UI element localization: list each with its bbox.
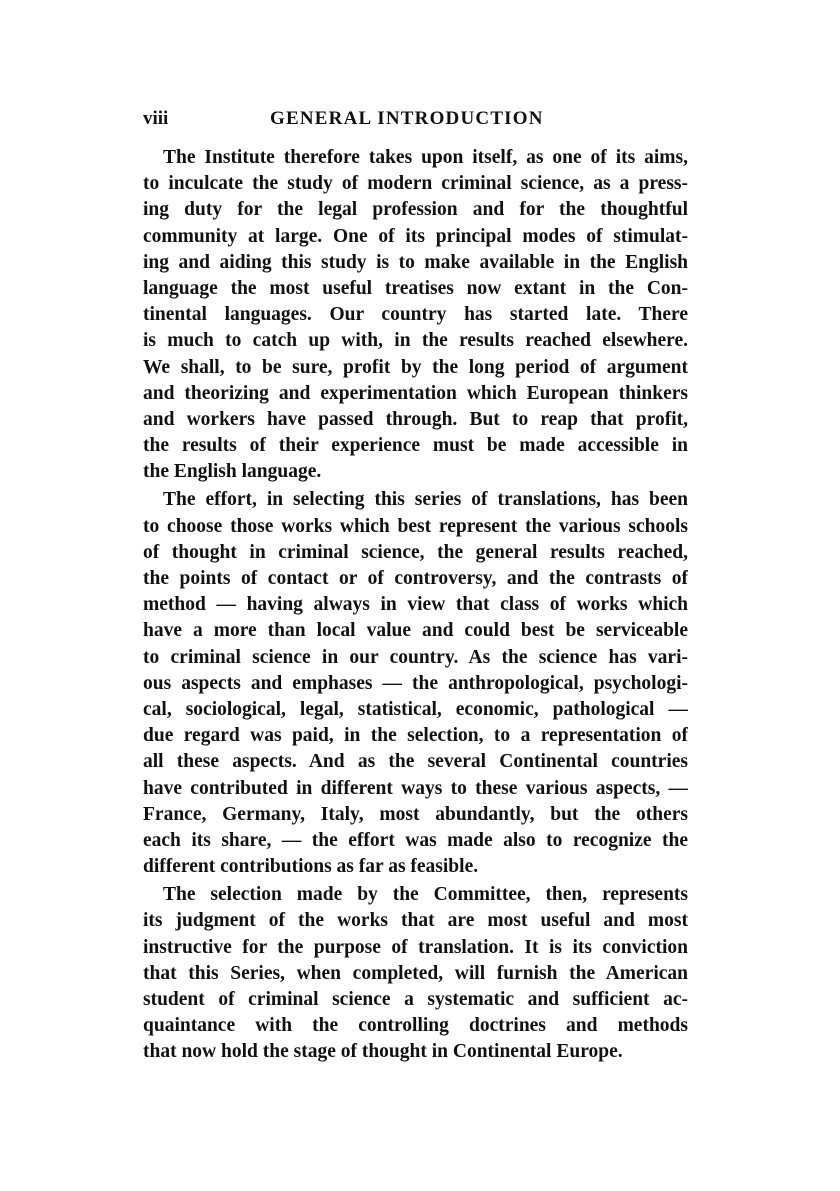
text-line: and theorizing and experimentation which European thinkers — [143, 382, 688, 404]
text-line: the results of their experience must be made accessible in — [143, 435, 688, 457]
text-line: is much to catch up with, in the results reached elsewhere. — [143, 330, 688, 352]
text-line: different contributions as far as feasible. — [143, 856, 479, 878]
body-text — [143, 145, 688, 1066]
paragraph — [143, 882, 688, 1065]
page-number: viii — [143, 108, 169, 129]
text-line: We shall, to be sure, profit by the long period of argument — [143, 356, 688, 378]
text-line: have a more than local value and could best be serviceable — [143, 620, 688, 642]
text-line: the points of contact or of controversy, and the contrasts of — [143, 568, 688, 589]
text-line: France, Germany, Italy, most abundantly, but the others — [143, 803, 688, 825]
text-line: that this Series, when completed, will furnish the American — [143, 962, 688, 984]
text-line: to criminal science in our country. As the science has vari- — [143, 646, 688, 668]
text-line: language the most useful treatises now extant in the Con- — [143, 277, 688, 299]
text-line: The Institute therefore takes upon itself, as one of its aims, — [163, 147, 688, 168]
text-line: and workers have passed through. But to reap that profit, — [143, 408, 688, 430]
text-line: due regard was paid, in the selection, to a representation of — [143, 725, 688, 747]
text-line: ing and aiding this study is to make available in the English — [143, 251, 688, 273]
text-line: that now hold the stage of thought in Continental Europe. — [143, 1041, 623, 1063]
text-line: ing duty for the legal profession and for the thoughtful — [143, 199, 688, 221]
paragraph — [143, 487, 688, 880]
text-line: each its share, — the effort was made also to recognize the — [143, 829, 688, 851]
text-line: the English language. — [143, 461, 322, 483]
paragraph — [143, 145, 688, 485]
text-line: to choose those works which best represent the various schools — [143, 515, 688, 537]
text-line: instructive for the purpose of translation. It is its conviction — [143, 936, 688, 958]
text-line: quaintance with the controlling doctrines and methods — [143, 1015, 688, 1037]
text-line: method — having always in view that class of works which — [143, 594, 688, 616]
running-title: GENERAL INTRODUCTION — [270, 108, 544, 129]
text-line: cal, sociological, legal, statistical, economic, pathological — — [143, 698, 688, 720]
text-line: have contributed in different ways to these various aspects, — — [143, 777, 688, 799]
text-line: The effort, in selecting this series of translations, has been — [163, 489, 688, 511]
text-line: to inculcate the study of modern criminal science, as a press- — [143, 173, 688, 195]
text-line: ous aspects and emphases — the anthropological, psychologi- — [143, 672, 688, 694]
text-line: all these aspects. And as the several Continental countries — [143, 751, 688, 773]
running-header — [143, 106, 688, 132]
text-line: tinental languages. Our country has started late. There — [143, 304, 688, 326]
text-line: The selection made by the Committee, then, represents — [163, 884, 688, 906]
text-line: student of criminal science a systematic and sufficient ac- — [143, 989, 688, 1010]
text-line: its judgment of the works that are most useful and most — [143, 910, 688, 932]
text-line: community at large. One of its principal modes of stimulat- — [143, 225, 688, 247]
text-line: of thought in criminal science, the general results reached, — [143, 541, 688, 563]
